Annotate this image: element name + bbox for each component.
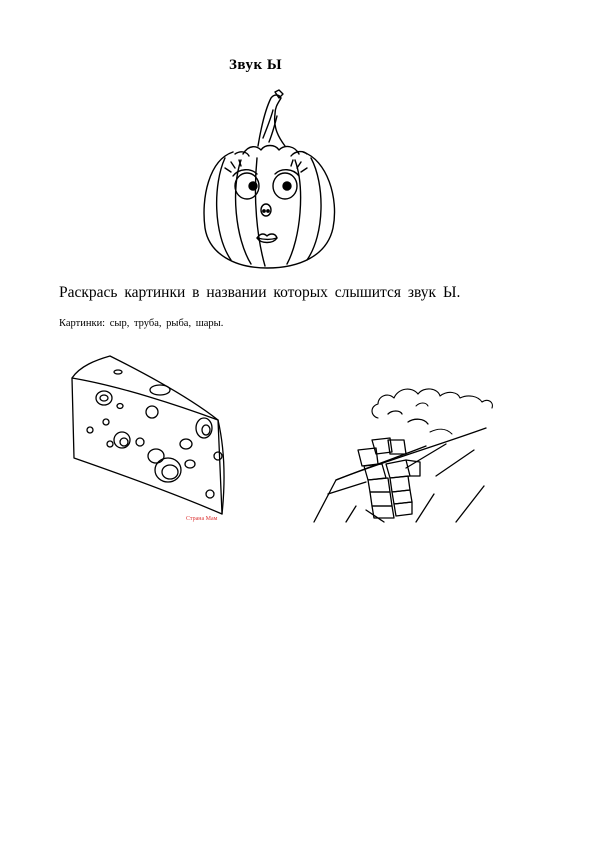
pumpkin-face-drawing xyxy=(195,88,340,270)
roof-chimney-drawing xyxy=(306,384,494,524)
watermark-text: Страна Мам xyxy=(186,516,218,522)
instruction-text: Раскрась картинки в названии которых слышится звук Ы. xyxy=(59,284,461,301)
cheese-wedge-drawing xyxy=(60,346,240,518)
pictures-caption: Картинки: сыр, труба, рыба, шары. xyxy=(59,318,224,329)
page-title: Звук Ы xyxy=(229,57,283,73)
